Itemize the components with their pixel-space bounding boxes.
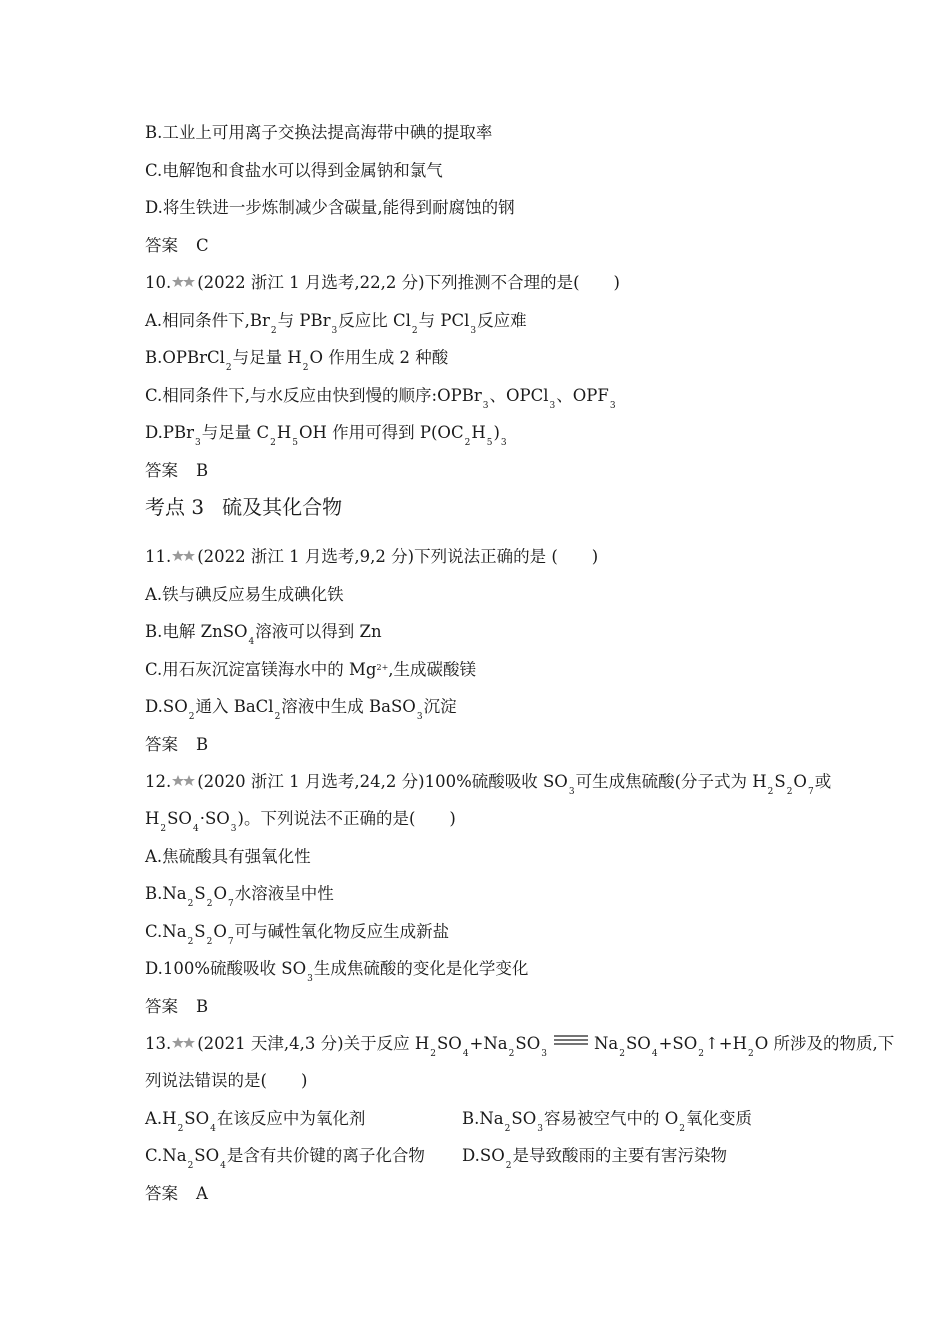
question-number: 11. — [145, 547, 172, 566]
text-segment: (2020 浙江 1 月选考,24,2 分)100%硫酸吸收 SO — [197, 772, 568, 791]
text-segment: O 所涉及的物质,下 — [754, 1034, 895, 1053]
chemical-subscript: 4 — [651, 1049, 658, 1059]
chemical-subscript: 3 — [609, 401, 616, 411]
text-segment: A.相同条件下,Br — [145, 311, 270, 330]
text-segment: 反应难 — [477, 311, 527, 330]
text-segment: 氧化变质 — [685, 1109, 752, 1128]
chemical-subscript: 2 — [504, 1124, 511, 1134]
q12-option-c — [145, 921, 450, 947]
chemical-subscript: 3 — [470, 326, 477, 336]
q12-stem-continued — [145, 808, 456, 834]
text-segment: C.相同条件下,与水反应由快到慢的顺序:OPBr — [145, 386, 482, 405]
text-segment: 或 — [814, 772, 832, 791]
text-segment: C.用石灰沉淀富镁海水中的 Mg — [145, 660, 377, 679]
q10-answer — [145, 460, 208, 482]
text-segment: D.100%硫酸吸收 SO — [145, 959, 307, 978]
q12-answer — [145, 996, 208, 1018]
chemical-subscript: 2 — [508, 1049, 515, 1059]
q12-stem — [145, 771, 832, 797]
q11-option-c — [145, 659, 476, 681]
chemical-subscript: 2 — [206, 937, 213, 947]
answer-value: B — [196, 735, 209, 754]
chemical-subscript: 2 — [748, 1049, 754, 1059]
chemical-subscript: 3 — [482, 401, 489, 411]
chemical-subscript: 2 — [270, 326, 277, 336]
text-segment: S — [194, 884, 206, 903]
q13-option-b — [462, 1108, 752, 1134]
difficulty-stars-icon — [172, 1036, 196, 1050]
text-segment: 与 PBr — [277, 311, 331, 330]
text-segment: C.Na — [145, 1146, 187, 1165]
text-segment: D.SO — [145, 697, 188, 716]
chemical-subscript: 2 — [302, 363, 309, 373]
text-segment: ,生成碳酸镁 — [388, 660, 477, 679]
chemical-subscript: 2 — [411, 326, 418, 336]
q10-stem — [145, 272, 620, 294]
chemical-subscript: 3 — [549, 401, 556, 411]
text-segment: 溶液中生成 BaSO — [281, 697, 416, 716]
q10-option-c — [145, 385, 617, 411]
chemical-subscript: 7 — [807, 787, 814, 797]
chemical-subscript: 3 — [307, 974, 313, 984]
answer-label: 答案 — [145, 461, 178, 480]
text-segment: 是含有共价键的离子化合物 — [226, 1146, 425, 1165]
q10-option-d — [145, 422, 508, 448]
chemical-subscript: 2+ — [376, 663, 389, 672]
text-segment: 、OPCl — [489, 386, 549, 405]
text-segment: 可与碱性氧化物反应生成新盐 — [234, 922, 450, 941]
chemical-subscript: 3 — [195, 438, 201, 448]
chemical-subscript: 2 — [187, 937, 194, 947]
text-segment: B.OPBrCl — [145, 348, 225, 367]
chemical-subscript: 2 — [206, 899, 213, 909]
chemical-subscript: 4 — [462, 1049, 469, 1059]
text-segment: SO — [436, 1034, 462, 1053]
chemical-subscript: 3 — [416, 712, 423, 722]
text-segment: 溶液可以得到 Zn — [255, 622, 382, 641]
text-segment: ) — [493, 423, 500, 442]
text-segment: A.H — [145, 1109, 177, 1128]
reaction-equals-sign-icon — [554, 1034, 588, 1046]
text-segment: 、OPF — [556, 386, 609, 405]
question-number: 10. — [145, 273, 172, 292]
answer-value: A — [196, 1184, 208, 1203]
text-segment: 列说法错误的是( — [145, 1071, 267, 1090]
question-stem: (2022 浙江 1 月选考,9,2 分)下列说法正确的是 ( — [197, 547, 558, 566]
question-number: 12. — [145, 772, 172, 791]
q11-answer — [145, 734, 208, 756]
answer-value: C — [196, 236, 209, 255]
q13-answer — [145, 1183, 208, 1205]
text-segment: 可生成焦硫酸(分子式为 H — [575, 772, 767, 791]
chemical-subscript: 2 — [430, 1049, 436, 1059]
text-segment: Na — [593, 1034, 619, 1053]
chemical-subscript: 2 — [679, 1124, 685, 1134]
chemical-subscript: 2 — [464, 438, 471, 448]
q11-option-d — [145, 696, 457, 722]
text-segment: D.PBr — [145, 423, 195, 442]
chemical-subscript: 5 — [486, 438, 493, 448]
text-segment: 容易被空气中的 O — [543, 1109, 679, 1128]
question-number: 13. — [145, 1034, 172, 1053]
chemical-subscript: 3 — [568, 787, 575, 797]
text-segment: 水溶液呈中性 — [234, 884, 334, 903]
chemical-subscript: 3 — [500, 438, 507, 448]
text-segment: SO — [194, 1146, 220, 1165]
text-segment: )。下列说法不正确的是( — [237, 809, 416, 828]
chemical-subscript: 7 — [227, 937, 234, 947]
chemical-subscript: 4 — [192, 824, 199, 834]
chemical-subscript: 2 — [187, 1161, 194, 1171]
chemical-subscript: 2 — [619, 1049, 625, 1059]
chemical-subscript: 2 — [698, 1049, 704, 1059]
q9-option-c: C.电解饱和食盐水可以得到金属钠和氯气 — [145, 161, 443, 180]
difficulty-stars-icon — [172, 549, 196, 563]
q10-option-a — [145, 310, 527, 336]
q13-option-a — [145, 1108, 366, 1134]
q13-stem — [145, 1033, 895, 1059]
chemical-subscript: 5 — [292, 438, 298, 448]
q12-option-b — [145, 883, 334, 909]
chemical-subscript: 2 — [188, 712, 195, 722]
text-segment: H — [471, 423, 486, 442]
q9-option-b: B.工业上可用离子交换法提高海带中碘的提取率 — [145, 123, 493, 142]
text-segment: B.Na — [462, 1109, 504, 1128]
text-segment: SO — [184, 1109, 210, 1128]
text-segment: 与足量 H — [232, 348, 302, 367]
text-segment: +SO — [658, 1034, 698, 1053]
text-segment: SO — [167, 809, 192, 828]
chemical-subscript: 2 — [786, 787, 793, 797]
text-segment: (2021 天津,4,3 分)关于反应 H — [197, 1034, 430, 1053]
section-title: 硫及其化合物 — [222, 495, 343, 519]
chemical-subscript: 3 — [537, 1124, 543, 1134]
chemical-subscript: 2 — [274, 712, 281, 722]
bracket-close: ) — [300, 1071, 308, 1090]
text-segment: O — [213, 922, 227, 941]
text-segment: 通入 BaCl — [195, 697, 274, 716]
chemical-subscript: 4 — [248, 637, 255, 647]
text-segment: S — [194, 922, 206, 941]
q11-option-b — [145, 621, 382, 647]
q13-option-d — [462, 1145, 727, 1171]
text-segment: SO — [515, 1034, 541, 1053]
q9-answer — [145, 235, 209, 257]
q11-stem — [145, 546, 598, 568]
section-heading — [145, 494, 342, 520]
answer-value: B — [196, 997, 209, 1016]
text-segment: O — [213, 884, 227, 903]
chemical-subscript: 2 — [767, 787, 774, 797]
q9-option-d: D.将生铁进一步炼制减少含碳量,能得到耐腐蚀的钢 — [145, 198, 515, 217]
text-segment: D.SO — [462, 1146, 505, 1165]
text-segment: B.Na — [145, 884, 187, 903]
answer-label: 答案 — [145, 997, 178, 1016]
q13-option-c — [145, 1145, 425, 1171]
bracket-close: ) — [613, 273, 620, 292]
answer-label: 答案 — [145, 236, 178, 255]
bracket-close: ) — [591, 547, 599, 566]
chemical-subscript: 3 — [230, 824, 237, 834]
text-segment: OH 作用可得到 P(OC — [298, 423, 464, 442]
answer-label: 答案 — [145, 735, 178, 754]
text-segment: 在该反应中为氧化剂 — [216, 1109, 366, 1128]
chemical-subscript: 3 — [541, 1049, 547, 1059]
question-stem: (2022 浙江 1 月选考,22,2 分)下列推测不合理的是( — [197, 273, 580, 292]
text-segment: ↑+H — [704, 1034, 747, 1053]
text-segment: H — [145, 809, 160, 828]
text-segment: B.电解 ZnSO — [145, 622, 248, 641]
text-segment: ·SO — [199, 809, 230, 828]
q13-stem-continued — [145, 1070, 307, 1092]
text-segment: 是导致酸雨的主要有害污染物 — [512, 1146, 727, 1165]
chemical-subscript: 7 — [227, 899, 234, 909]
chemical-subscript: 4 — [220, 1161, 226, 1171]
bracket-close: ) — [449, 809, 456, 828]
chemical-subscript: 2 — [187, 899, 194, 909]
text-segment: SO — [511, 1109, 537, 1128]
chemical-subscript: 3 — [331, 326, 338, 336]
q11-option-a: A.铁与碘反应易生成碘化铁 — [145, 585, 344, 604]
section-label: 考点 3 — [145, 495, 205, 519]
text-segment: O 作用生成 2 种酸 — [309, 348, 449, 367]
chemical-subscript: 2 — [177, 1124, 184, 1134]
text-segment: 沉淀 — [423, 697, 457, 716]
q10-option-b — [145, 347, 449, 373]
text-segment: 与足量 C — [201, 423, 270, 442]
text-segment: SO — [625, 1034, 651, 1053]
text-segment: 反应比 Cl — [338, 311, 411, 330]
answer-value: B — [196, 461, 209, 480]
difficulty-stars-icon — [172, 774, 196, 788]
chemical-subscript: 2 — [270, 438, 276, 448]
text-segment: H — [276, 423, 292, 442]
q12-option-a: A.焦硫酸具有强氧化性 — [145, 847, 311, 866]
answer-label: 答案 — [145, 1184, 178, 1203]
q12-option-d — [145, 958, 529, 984]
text-segment: +Na — [469, 1034, 508, 1053]
chemical-subscript: 2 — [225, 363, 232, 373]
chemical-subscript: 2 — [505, 1161, 512, 1171]
text-segment: C.Na — [145, 922, 187, 941]
text-segment: 与 PCl — [418, 311, 470, 330]
text-segment: S — [774, 772, 786, 791]
chemical-subscript: 2 — [160, 824, 167, 834]
difficulty-stars-icon — [172, 275, 196, 289]
text-segment: 生成焦硫酸的变化是化学变化 — [313, 959, 529, 978]
text-segment: O — [793, 772, 807, 791]
chemical-subscript: 4 — [210, 1124, 216, 1134]
